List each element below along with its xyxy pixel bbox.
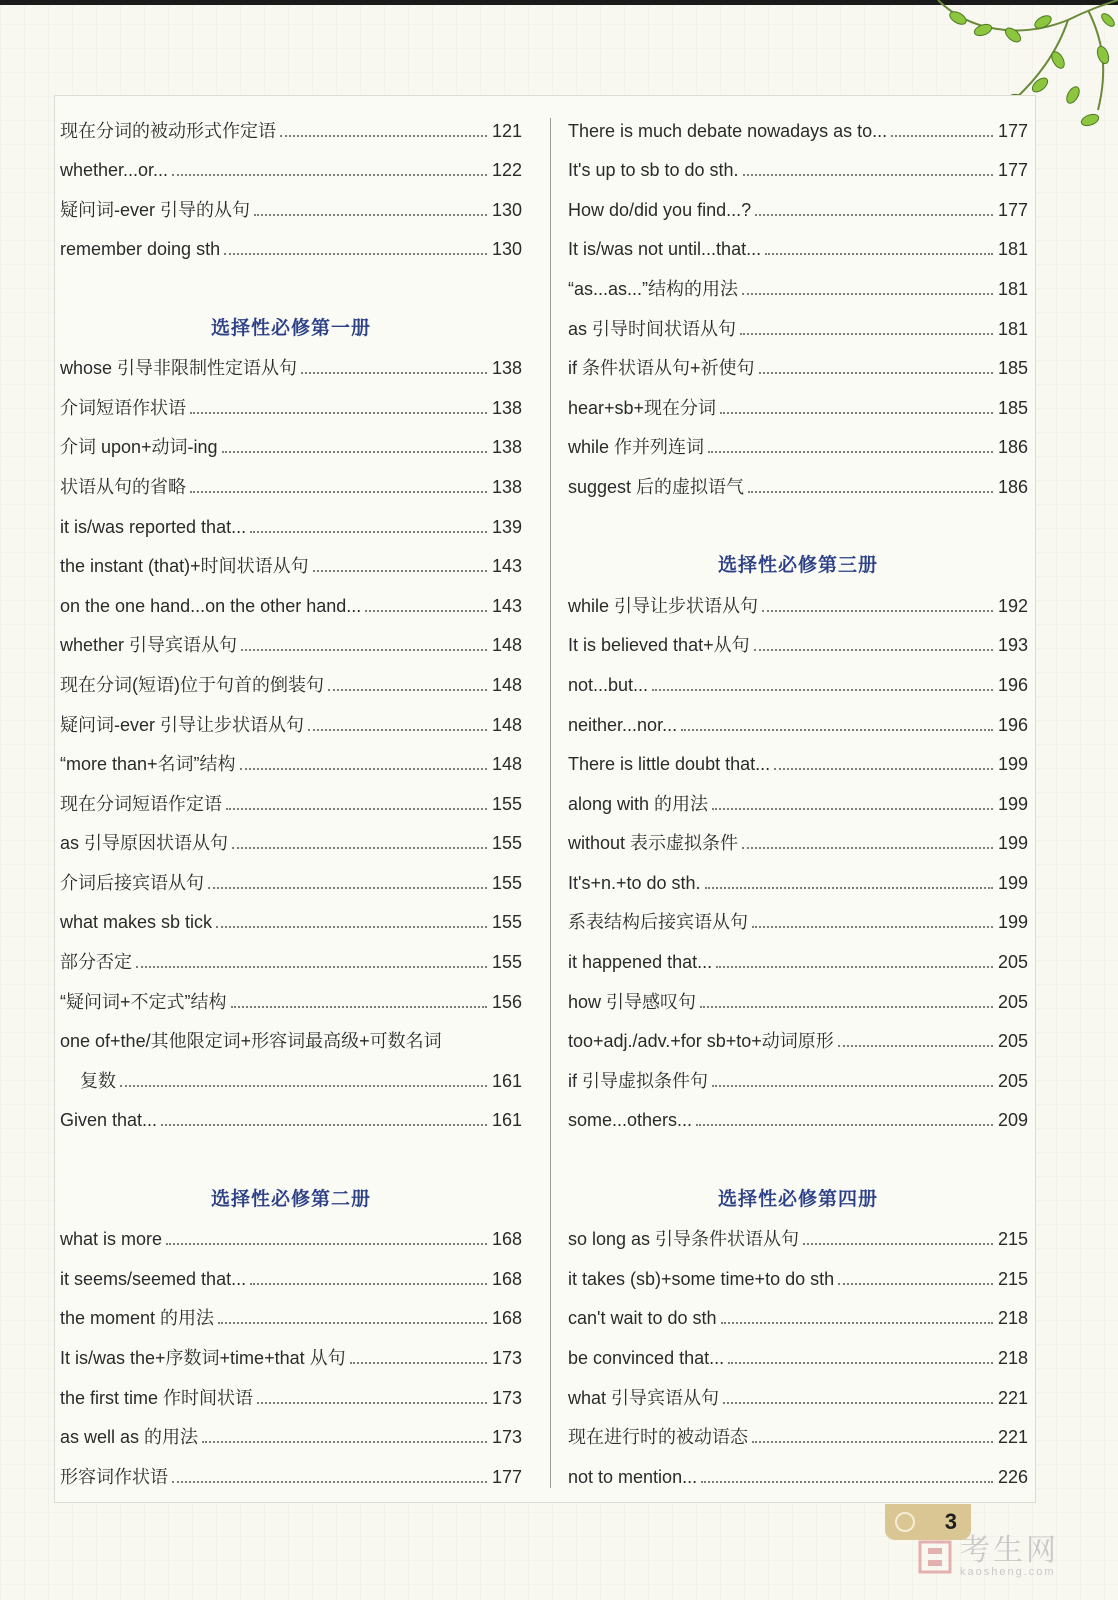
toc-entry[interactable] xyxy=(60,189,522,229)
toc-entry-page: 138 xyxy=(491,437,522,458)
toc-entry-page: 155 xyxy=(491,833,522,854)
toc-entry-page: 143 xyxy=(491,556,522,577)
toc-entry[interactable] xyxy=(568,1417,1028,1457)
toc-entry-title: Given that... xyxy=(60,1110,158,1131)
watermark xyxy=(918,1536,1059,1578)
dot-leader xyxy=(838,1283,993,1285)
toc-entry-title: whose 引导非限制性定语从句 xyxy=(60,358,298,379)
toc-entry-page: 226 xyxy=(997,1466,1028,1487)
toc-entry-page: 221 xyxy=(997,1387,1028,1408)
dot-leader xyxy=(161,1124,487,1126)
toc-entry[interactable] xyxy=(60,1298,522,1338)
toc-entry-page: 173 xyxy=(491,1348,522,1368)
toc-entry[interactable] xyxy=(568,387,1028,427)
toc-entry[interactable] xyxy=(60,1021,522,1061)
toc-entry-page: 155 xyxy=(491,952,522,973)
toc-entry[interactable] xyxy=(60,506,522,546)
toc-entry[interactable] xyxy=(568,229,1028,269)
toc-entry[interactable] xyxy=(568,664,1028,704)
toc-entry[interactable] xyxy=(568,150,1028,190)
dot-leader xyxy=(774,768,993,770)
toc-entry-page: 181 xyxy=(997,239,1028,260)
toc-entry-title: too+adj./adv.+for sb+to+动词原形 xyxy=(568,1031,834,1052)
swirl-icon xyxy=(895,1512,915,1532)
toc-entry-page: 155 xyxy=(491,872,522,893)
toc-entry[interactable] xyxy=(60,1219,522,1259)
toc-entry-page: 138 xyxy=(491,397,522,418)
toc-entry[interactable] xyxy=(60,150,522,190)
dot-leader xyxy=(652,689,993,691)
toc-entry-page: 155 xyxy=(491,912,522,933)
toc-entry-title: what 引导宾语从句 xyxy=(568,1387,720,1408)
toc-entry-title: How do/did you find...? xyxy=(568,199,752,220)
toc-entry-title: the instant (that)+时间状语从句 xyxy=(60,556,309,577)
toc-entry-title: it is/was reported that... xyxy=(60,516,247,537)
toc-entry[interactable] xyxy=(568,823,1028,863)
toc-entry-title: 形容词作状语 xyxy=(60,1466,168,1487)
toc-entry[interactable] xyxy=(60,625,522,665)
toc-entry-title: as well as 的用法 xyxy=(60,1427,199,1448)
toc-entry-page: 196 xyxy=(997,674,1028,695)
section-spacer xyxy=(568,1139,1028,1179)
toc-entry[interactable] xyxy=(568,704,1028,744)
toc-entry-page: 121 xyxy=(491,120,522,141)
toc-entry-page: 199 xyxy=(997,912,1028,933)
dot-leader xyxy=(755,214,993,216)
toc-entry-title: There is much debate nowadays as to... xyxy=(568,120,888,141)
toc-left-column xyxy=(60,110,522,1496)
toc-entry[interactable] xyxy=(60,744,522,784)
toc-entry[interactable] xyxy=(60,229,522,269)
toc-right-column xyxy=(568,110,1028,1496)
toc-entry-title: the first time 作时间状语 xyxy=(60,1387,254,1408)
toc-entry-page: 173 xyxy=(491,1427,522,1448)
dot-leader xyxy=(701,1481,993,1483)
dot-leader xyxy=(136,966,487,968)
dot-leader xyxy=(891,135,993,137)
dot-leader xyxy=(120,1085,487,1087)
toc-entry[interactable] xyxy=(60,466,522,506)
toc-entry[interactable] xyxy=(568,1258,1028,1298)
toc-entry-page: 205 xyxy=(997,1070,1028,1091)
toc-entry[interactable] xyxy=(60,664,522,704)
toc-entry-title: 现在分词(短语)位于句首的倒装句 xyxy=(60,674,324,695)
dot-leader xyxy=(350,1362,487,1364)
toc-entry-title: remember doing sth xyxy=(60,239,221,260)
dot-leader xyxy=(765,253,993,255)
toc-entry-title: as 引导原因状语从句 xyxy=(60,833,229,854)
dot-leader xyxy=(712,808,993,810)
toc-entry-page: 148 xyxy=(491,635,522,656)
toc-entry[interactable] xyxy=(568,1298,1028,1338)
dot-leader xyxy=(728,1362,993,1364)
toc-entry-page: 181 xyxy=(997,318,1028,339)
toc-entry-page: 181 xyxy=(997,278,1028,299)
toc-entry-page: 130 xyxy=(491,199,522,220)
dot-leader xyxy=(838,1045,993,1047)
toc-entry-title: while 引导让步状语从句 xyxy=(568,595,759,616)
toc-entry-title: suggest 后的虚拟语气 xyxy=(568,476,745,497)
dot-leader xyxy=(313,570,487,572)
toc-entry-page: 199 xyxy=(997,754,1028,775)
toc-entry-page: 193 xyxy=(997,635,1028,656)
toc-entry[interactable] xyxy=(60,783,522,823)
toc-entry[interactable] xyxy=(568,1100,1028,1140)
toc-entry-page: 148 xyxy=(491,714,522,735)
toc-entry[interactable] xyxy=(568,862,1028,902)
toc-entry-page: 156 xyxy=(491,991,522,1012)
toc-entry-title: It is/was the+序数词+time+that 从句 xyxy=(60,1348,346,1368)
toc-entry-page: 177 xyxy=(997,199,1028,220)
dot-leader xyxy=(740,333,993,335)
dot-leader xyxy=(700,1006,993,1008)
toc-entry[interactable] xyxy=(568,1377,1028,1417)
toc-entry[interactable] xyxy=(568,1219,1028,1259)
toc-entry-page: 148 xyxy=(491,674,522,695)
toc-entry-page: 196 xyxy=(997,714,1028,735)
kaosheng-logo-icon xyxy=(918,1540,952,1574)
section-heading: 选择性必修第二册 xyxy=(210,1188,371,1210)
toc-entry-title: if 引导虚拟条件句 xyxy=(568,1070,709,1091)
toc-entry-title: 复数 xyxy=(80,1070,116,1091)
watermark-text: 考生网 xyxy=(960,1534,1059,1567)
dot-leader xyxy=(803,1243,993,1245)
toc-entry-page: 199 xyxy=(997,833,1028,854)
page-number-tab xyxy=(885,1504,971,1540)
dot-leader xyxy=(240,768,487,770)
toc-entry-title: “more than+名词”结构 xyxy=(60,754,236,775)
toc-entry-title: 现在分词的被动形式作定语 xyxy=(60,120,276,141)
toc-entry[interactable] xyxy=(60,348,522,388)
toc-entry-page: 168 xyxy=(491,1268,522,1289)
toc-entry-title: one of+the/其他限定词+形容词最高级+可数名词 xyxy=(60,1031,442,1052)
toc-entry-page: 209 xyxy=(997,1110,1028,1131)
toc-entry[interactable] xyxy=(60,546,522,586)
dot-leader xyxy=(705,887,993,889)
toc-entry-page: 205 xyxy=(997,1031,1028,1052)
toc-entry-page: 130 xyxy=(491,239,522,260)
toc-entry-title: “疑问词+不定式”结构 xyxy=(60,991,227,1012)
dot-leader xyxy=(166,1243,487,1245)
toc-entry[interactable] xyxy=(60,387,522,427)
toc-entry[interactable] xyxy=(60,1060,522,1100)
toc-entry[interactable] xyxy=(60,902,522,942)
toc-entry-page: 215 xyxy=(997,1268,1028,1289)
toc-entry[interactable] xyxy=(60,1417,522,1457)
toc-entry-title: 现在分词短语作定语 xyxy=(60,793,222,814)
toc-entry[interactable] xyxy=(568,625,1028,665)
dot-leader xyxy=(762,610,993,612)
toc-entry-title: it happened that... xyxy=(568,952,713,973)
dot-leader xyxy=(208,887,487,889)
toc-entry[interactable] xyxy=(568,783,1028,823)
dot-leader xyxy=(721,1322,993,1324)
dot-leader xyxy=(241,649,487,651)
toc-entry-title: how 引导感叹句 xyxy=(568,991,697,1012)
dot-leader xyxy=(748,491,993,493)
toc-entry-title: 疑问词-ever 引导的从句 xyxy=(60,199,251,220)
toc-entry-page: 185 xyxy=(997,358,1028,379)
toc-entry-page: 192 xyxy=(997,595,1028,616)
toc-entry-title: not to mention... xyxy=(568,1466,698,1487)
toc-entry-title: 介词后接宾语从句 xyxy=(60,872,204,893)
toc-entry[interactable] xyxy=(568,110,1028,150)
toc-entry[interactable] xyxy=(60,862,522,902)
toc-entry[interactable] xyxy=(568,1456,1028,1496)
toc-entry[interactable] xyxy=(60,823,522,863)
toc-entry-page: 173 xyxy=(491,1387,522,1408)
dot-leader xyxy=(250,531,487,533)
toc-entry-page: 161 xyxy=(491,1110,522,1131)
dot-leader xyxy=(742,293,993,295)
section-spacer xyxy=(60,268,522,308)
section-heading: 选择性必修第三册 xyxy=(717,555,878,577)
dot-leader xyxy=(231,1006,487,1008)
dot-leader xyxy=(752,1441,993,1443)
toc-entry-title: so long as 引导条件状语从句 xyxy=(568,1229,800,1250)
toc-entry-page: 177 xyxy=(491,1466,522,1487)
toc-entry[interactable] xyxy=(568,1021,1028,1061)
toc-entry-title: without 表示虚拟条件 xyxy=(568,833,739,854)
toc-entry-title: There is little doubt that... xyxy=(568,754,771,775)
toc-entry-title: hear+sb+现在分词 xyxy=(568,397,717,418)
toc-entry[interactable] xyxy=(60,704,522,744)
dot-leader xyxy=(172,1481,487,1483)
toc-entry-title: It is/was not until...that... xyxy=(568,239,762,260)
toc-entry[interactable] xyxy=(60,585,522,625)
section-heading: 选择性必修第四册 xyxy=(717,1188,878,1210)
toc-entry-title: neither...nor... xyxy=(568,714,678,735)
dot-leader xyxy=(280,135,487,137)
dot-leader xyxy=(202,1441,487,1443)
toc-entry-page: 161 xyxy=(491,1070,522,1091)
toc-entry-title: on the one hand...on the other hand... xyxy=(60,595,362,616)
toc-entry-title: some...others... xyxy=(568,1110,693,1131)
toc-entry-title: 系表结构后接宾语从句 xyxy=(568,912,748,933)
toc-entry-page: 221 xyxy=(997,1427,1028,1448)
toc-entry[interactable] xyxy=(568,1337,1028,1377)
dot-leader xyxy=(222,451,487,453)
dot-leader xyxy=(681,729,993,731)
toc-entry[interactable] xyxy=(60,1377,522,1417)
dot-leader xyxy=(723,1402,993,1404)
dot-leader xyxy=(232,847,487,849)
toc-entry-title: whether...or... xyxy=(60,160,169,181)
toc-entry[interactable] xyxy=(60,981,522,1021)
dot-leader xyxy=(328,689,487,691)
toc-entry-title: whether 引导宾语从句 xyxy=(60,635,238,656)
toc-entry-title: as 引导时间状语从句 xyxy=(568,318,737,339)
toc-entry-title: along with 的用法 xyxy=(568,793,709,814)
toc-entry-title: It's+n.+to do sth. xyxy=(568,872,701,893)
toc-entry-title: not...but... xyxy=(568,674,649,695)
toc-entry-title: 状语从句的省略 xyxy=(60,476,186,497)
toc-entry-page: 168 xyxy=(491,1308,522,1329)
dot-leader xyxy=(752,926,993,928)
dot-leader xyxy=(716,966,993,968)
toc-entry[interactable] xyxy=(568,981,1028,1021)
toc-entry-page: 218 xyxy=(997,1348,1028,1368)
toc-entry-page: 122 xyxy=(491,160,522,181)
toc-entry-page: 218 xyxy=(997,1308,1028,1329)
toc-entry-page: 186 xyxy=(997,437,1028,458)
toc-entry-title: “as...as...”结构的用法 xyxy=(568,278,739,299)
toc-entry-title: what makes sb tick xyxy=(60,912,213,933)
toc-entry[interactable] xyxy=(60,1258,522,1298)
toc-entry-page: 138 xyxy=(491,476,522,497)
toc-entry-page: 205 xyxy=(997,991,1028,1012)
toc-entry-title: while 作并列连词 xyxy=(568,437,705,458)
toc-entry-title: 现在进行时的被动语态 xyxy=(568,1427,748,1448)
toc-entry-title: it takes (sb)+some time+to do sth xyxy=(568,1268,835,1289)
section-spacer xyxy=(568,506,1028,546)
toc-entry-page: 138 xyxy=(491,358,522,379)
toc-entry-page: 139 xyxy=(491,516,522,537)
toc-entry[interactable] xyxy=(568,268,1028,308)
toc-entry[interactable] xyxy=(568,427,1028,467)
toc-entry-title: what is more xyxy=(60,1229,163,1250)
dot-leader xyxy=(759,372,993,374)
toc-entry-title: 介词短语作状语 xyxy=(60,397,186,418)
toc-entry[interactable] xyxy=(60,1100,522,1140)
toc-entry-page: 215 xyxy=(997,1229,1028,1250)
toc-entry-page: 168 xyxy=(491,1229,522,1250)
dot-leader xyxy=(754,649,993,651)
dot-leader xyxy=(190,412,487,414)
page-number: 3 xyxy=(944,1509,957,1534)
toc-entry[interactable] xyxy=(60,1337,522,1377)
toc-entry[interactable] xyxy=(568,744,1028,784)
toc-entry-page: 143 xyxy=(491,595,522,616)
toc-entry-page: 185 xyxy=(997,397,1028,418)
toc-entry-page: 186 xyxy=(997,476,1028,497)
toc-entry[interactable] xyxy=(568,189,1028,229)
toc-entry[interactable] xyxy=(568,585,1028,625)
toc-entry-title: the moment 的用法 xyxy=(60,1308,215,1329)
toc-entry[interactable] xyxy=(60,427,522,467)
toc-entry-title: be convinced that... xyxy=(568,1348,725,1368)
toc-entry-page: 199 xyxy=(997,793,1028,814)
watermark-url: kaosheng.com xyxy=(960,1566,1056,1578)
toc-entry-title: if 条件状语从句+祈使句 xyxy=(568,358,755,379)
dot-leader xyxy=(218,1322,487,1324)
toc-entry-page: 199 xyxy=(997,872,1028,893)
toc-entry-title: can't wait to do sth xyxy=(568,1308,717,1329)
dot-leader xyxy=(250,1283,487,1285)
toc-entry-page: 155 xyxy=(491,793,522,814)
dot-leader xyxy=(257,1402,487,1404)
dot-leader xyxy=(226,808,487,810)
toc-entry-title: it seems/seemed that... xyxy=(60,1268,247,1289)
dot-leader xyxy=(742,847,993,849)
dot-leader xyxy=(224,253,487,255)
dot-leader xyxy=(308,729,487,731)
toc-entry[interactable] xyxy=(60,941,522,981)
dot-leader xyxy=(743,174,993,176)
toc-entry-title: It's up to sb to do sth. xyxy=(568,160,739,181)
toc-entry-page: 148 xyxy=(491,754,522,775)
toc-entry-title: 疑问词-ever 引导让步状语从句 xyxy=(60,714,305,735)
toc-entry-title: It is believed that+从句 xyxy=(568,635,750,656)
dot-leader xyxy=(696,1124,993,1126)
toc-entry[interactable] xyxy=(568,348,1028,388)
column-divider xyxy=(550,118,551,1488)
toc-entry[interactable] xyxy=(60,110,522,150)
toc-entry[interactable] xyxy=(568,941,1028,981)
toc-entry-page: 177 xyxy=(997,120,1028,141)
toc-entry[interactable] xyxy=(568,466,1028,506)
section-spacer xyxy=(60,1139,522,1179)
dot-leader xyxy=(254,214,487,216)
dot-leader xyxy=(712,1085,993,1087)
toc-entry-page: 205 xyxy=(997,952,1028,973)
dot-leader xyxy=(708,451,993,453)
dot-leader xyxy=(720,412,993,414)
toc-entry-title: 介词 upon+动词-ing xyxy=(60,437,218,458)
dot-leader xyxy=(190,491,487,493)
dot-leader xyxy=(216,926,487,928)
toc-entry-title: 部分否定 xyxy=(60,952,132,973)
dot-leader xyxy=(172,174,487,176)
dot-leader xyxy=(365,610,487,612)
dot-leader xyxy=(301,372,487,374)
toc-entry-page: 177 xyxy=(997,160,1028,181)
toc-entry[interactable] xyxy=(568,308,1028,348)
toc-entry[interactable] xyxy=(60,1456,522,1496)
toc-entry[interactable] xyxy=(568,1060,1028,1100)
toc-entry[interactable] xyxy=(568,902,1028,942)
section-heading: 选择性必修第一册 xyxy=(210,317,371,339)
